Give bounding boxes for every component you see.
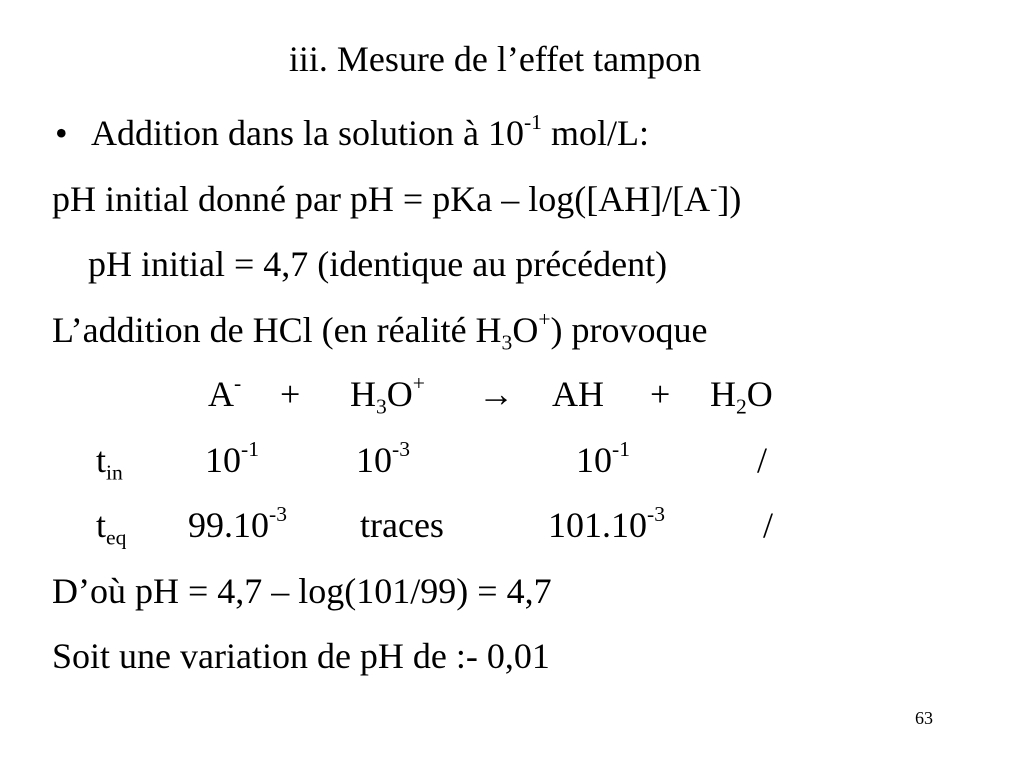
tin-h2o: / <box>757 440 768 480</box>
hcl-h3o-sub: 3 <box>501 330 513 355</box>
tin-h3o: $10^{-3}$ <box>356 436 410 480</box>
hcl-tail: ) provoque <box>550 310 708 350</box>
ph-formula-line <box>52 175 742 219</box>
bullet-exponent: -1 <box>523 109 542 134</box>
tin-label: $t_{in}$ <box>96 440 123 485</box>
reaction-a-minus: A- <box>208 370 242 414</box>
reaction-h2o: $H_2O$ <box>710 374 773 419</box>
bullet-line <box>55 109 649 153</box>
reaction-plus-1: + <box>280 374 301 414</box>
slide-title: iii. Mesure de l’effet tampon <box>288 39 702 79</box>
bullet-marker: • <box>55 113 68 153</box>
teq-a-minus: $99.10^{-3}$ <box>188 501 287 545</box>
reaction-ah: AH <box>552 374 604 414</box>
conclusion-line: D’où pH = 4,7 – log(101/99) = 4,7 <box>52 571 552 611</box>
reaction-h3o: $H_3O^+$ <box>350 370 425 419</box>
page-number: 63 <box>915 708 933 728</box>
variation-line: Soit une variation de pH de :- 0,01 <box>52 636 550 676</box>
ph-formula-close: ]) <box>717 179 742 219</box>
ph-initial-line: pH initial = 4,7 (identique au précédent) <box>88 244 668 284</box>
tin-a-minus: $10^{-1}$ <box>205 436 259 480</box>
hcl-text: L’addition de HCl (en réalité H <box>52 310 502 350</box>
bullet-unit: mol/L: <box>541 113 649 153</box>
teq-ah: $101.10^{-3}$ <box>548 501 665 545</box>
hcl-o: O <box>512 310 539 350</box>
hcl-h3o-charge: + <box>538 306 551 331</box>
ph-formula-charge: - <box>710 175 718 200</box>
reaction-plus-2: + <box>650 374 671 414</box>
bullet-text: Addition dans la solution à 10 <box>91 113 524 153</box>
ph-formula-text: pH initial donné par pH = pKa – log([AH]/[A <box>52 179 711 219</box>
teq-h2o: / <box>763 505 774 545</box>
teq-h3o: traces <box>360 505 444 545</box>
tin-ah: $10^{-1}$ <box>576 436 630 480</box>
reaction-arrow: → <box>478 374 514 414</box>
teq-label: $t_{eq}$ <box>96 505 127 550</box>
hcl-addition-line <box>52 306 708 355</box>
